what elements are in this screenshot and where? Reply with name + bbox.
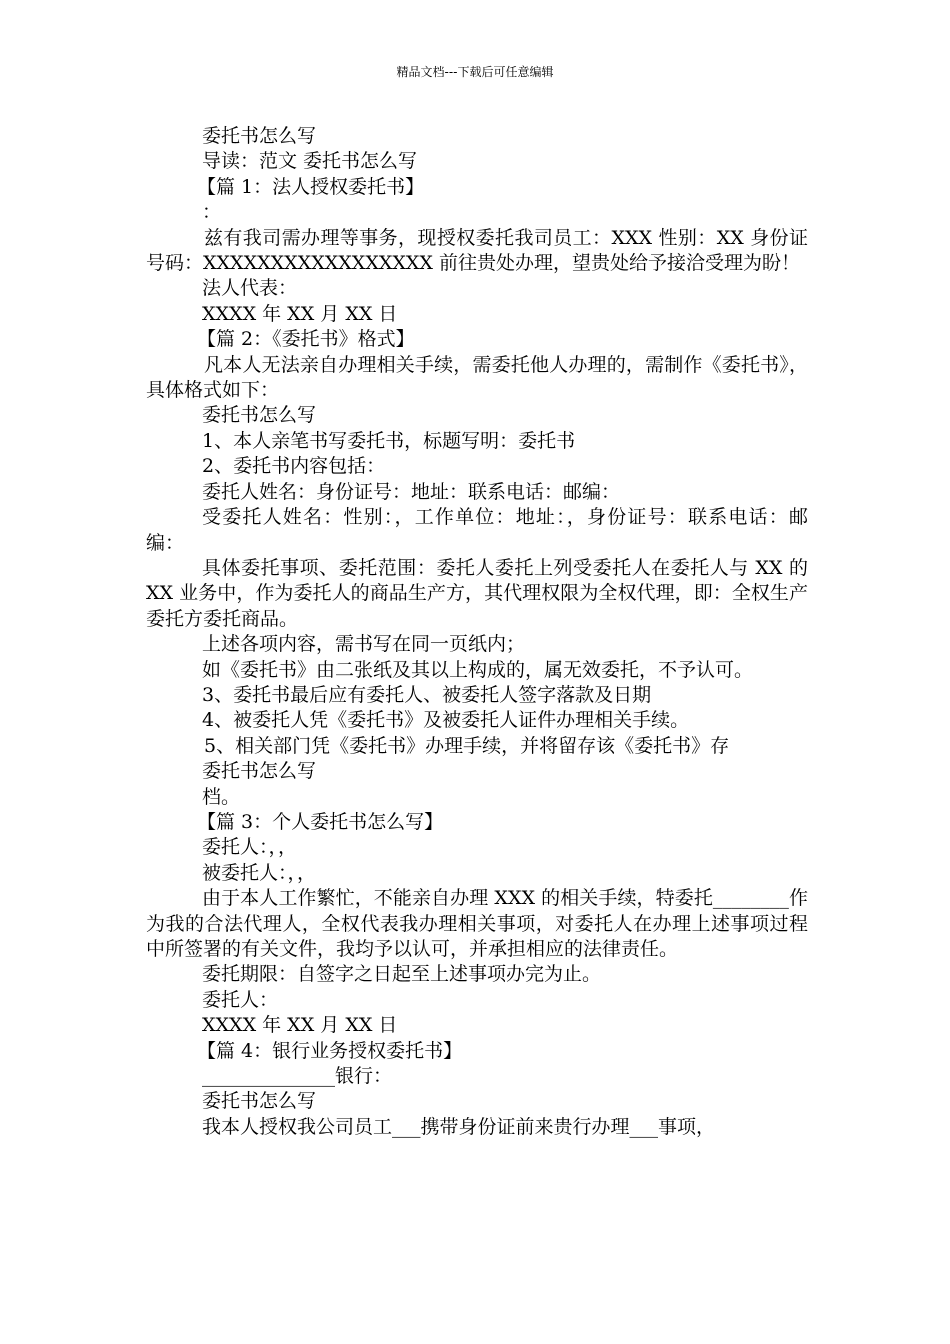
- paragraph: 委托期限：自签字之日起至上述事项办完为止。: [202, 963, 602, 986]
- paragraph: 委托书怎么写: [202, 125, 317, 147]
- paragraph: 上述各项内容，需书写在同一页纸内；: [202, 633, 526, 656]
- paragraph: 我本人授权我公司员工___携带身份证前来贵行办理___事项，: [202, 1115, 716, 1138]
- paragraph: 委托书怎么写: [202, 760, 317, 783]
- paragraph: XXXX 年 XX 月 XX 日: [202, 302, 398, 325]
- paragraph: 1、本人亲笔书写委托书，标题写明：委托书: [202, 429, 576, 452]
- section-heading: 【篇 4：银行业务授权委托书】: [197, 1039, 463, 1062]
- paragraph: 委托人姓名：身份证号：地址：联系电话：邮编：: [202, 480, 621, 503]
- paragraph: 委托书怎么写: [202, 404, 317, 427]
- header-text: 精品文档---下载后可任意编辑: [396, 65, 554, 79]
- paragraph: 法人代表：: [202, 277, 298, 300]
- section-heading: 【篇 3：个人委托书怎么写】: [197, 810, 444, 833]
- paragraph: 受委托人姓名：性别：，工作单位：地址：，身份证号：联系电话：邮编：: [146, 506, 808, 554]
- paragraph: 导读：范文 委托书怎么写: [202, 150, 418, 173]
- paragraph: 5、相关部门凭《委托书》办理手续，并将留存该《委托书》存: [204, 734, 730, 757]
- paragraph: 被委托人：，，: [202, 861, 317, 884]
- paragraph: 2、委托书内容包括：: [202, 455, 386, 478]
- paragraph: 兹有我司需办理等事务，现授权委托我司员工：XXX 性别：XX 身份证号码：XXXXXXXXXXXXXXXXX 前往贵处办理，望贵处给予接洽受理为盼！: [146, 226, 808, 275]
- paragraph: 委托人：: [202, 988, 279, 1011]
- paragraph: 3、委托书最后应有委托人、被委托人签字落款及日期: [202, 683, 652, 706]
- paragraph: 如《委托书》由二张纸及其以上构成的，属无效委托，不予认可。: [202, 658, 754, 681]
- section-heading: 【篇 1：法人授权委托书】: [197, 175, 425, 198]
- page-header: [0, 64, 950, 80]
- paragraph: 凡本人无法亲自办理相关手续，需委托他人办理的，需制作《委托书》，具体格式如下：: [146, 353, 808, 402]
- paragraph: ______________银行：: [202, 1065, 393, 1088]
- paragraph: ：: [202, 201, 222, 224]
- paragraph: 4、被委托人凭《委托书》及被委托人证件办理相关手续。: [202, 709, 690, 732]
- paragraph: 由于本人工作繁忙，不能亲自办理 XXX 的相关手续，特委托________作为我的合法代理人，全权代表我办理相关事项，对委托人在办理上述事项过程中所签署的有关文件，我均予以认可，并承担相应的法律责任。: [146, 887, 808, 960]
- paragraph: XXXX 年 XX 月 XX 日: [202, 1014, 398, 1037]
- paragraph: 具体委托事项、委托范围：委托人委托上列受委托人在委托人与 XX 的 XX 业务中，作为委托人的商品生产方，其代理权限为全权代理，即：全权生产委托方委托商品。: [146, 556, 815, 630]
- section-heading: 【篇 2：《委托书》格式】: [197, 328, 415, 351]
- paragraph: 档。: [202, 785, 241, 808]
- document-body: [146, 124, 815, 1140]
- paragraph: 委托书怎么写: [202, 1090, 317, 1113]
- paragraph: 委托人：，，: [202, 836, 298, 859]
